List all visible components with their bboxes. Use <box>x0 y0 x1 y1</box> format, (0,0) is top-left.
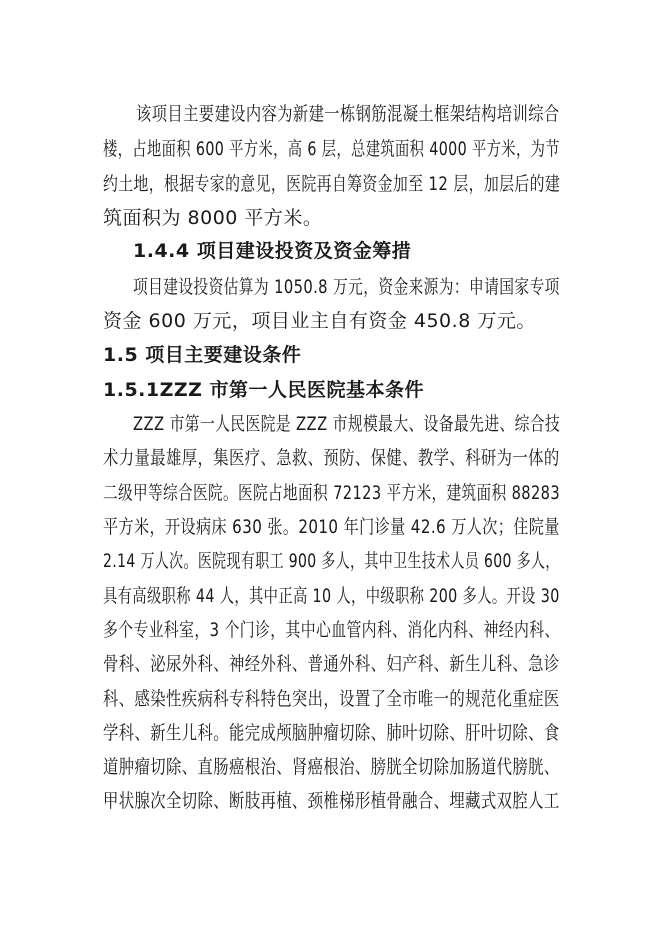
para3-line-6: 具有高级职称 44 人，其中正高 10 人，中级职称 200 多人。开设 30 <box>103 585 560 607</box>
para1-line-1: 该项目主要建设内容为新建一栋钢筋混凝土框架结构培训综合 <box>136 103 560 125</box>
para3-line-9: 科、感染性疾病科专科特色突出，设置了全市唯一的规范化重症医 <box>103 688 560 710</box>
para3-line-12: 甲状腺次全切除、断肢再植、颈椎梯形植骨融合、埋藏式双腔人工 <box>103 790 560 812</box>
para3-line-7: 多个专业科室，3 个门诊，其中心血管内科、消化内科、神经内科、 <box>103 619 560 641</box>
para3-line-1: ZZZ 市第一人民医院是 ZZZ 市规模最大、设备最先进、综合技 <box>133 413 561 435</box>
section-heading-1-4-4: 1.4.4 项目建设投资及资金筹措 <box>133 240 412 262</box>
para3-line-10: 学科、新生儿科。能完成颅脑肿瘤切除、肺叶切除、肝叶切除、食 <box>103 722 560 744</box>
para3-line-4: 平方米，开设病床 630 张。2010 年门诊量 42.6 万人次；住院量 <box>103 516 560 538</box>
section-heading-1-5-1: 1.5.1ZZZ 市第一人民医院基本条件 <box>103 379 425 401</box>
section-heading-1-5: 1.5 项目主要建设条件 <box>103 344 302 366</box>
para1-line-3: 约土地，根据专家的意见，医院再自筹资金加至 12 层，加层后的建 <box>103 173 561 195</box>
para1-line-4: 筑面积为 8000 平方米。 <box>103 207 323 229</box>
para3-line-5: 2.14 万人次。医院现有职工 900 多人，其中卫生技术人员 600 多人， <box>103 550 560 572</box>
para3-line-8: 骨科、泌尿外科、神经外科、普通外科、妇产科、新生儿科、急诊 <box>103 653 560 675</box>
para3-line-3: 二级甲等综合医院。医院占地面积 72123 平方米，建筑面积 88283 <box>103 482 561 504</box>
para3-line-11: 道肿瘤切除、直肠癌根治、肾癌根治、膀胱全切除加肠道代膀胱、 <box>103 756 560 778</box>
para2-line-1: 项目建设投资估算为 1050.8 万元，资金来源为：申请国家专项 <box>133 276 560 298</box>
para1-line-2: 楼，占地面积 600 平方米，高 6 层，总建筑面积 4000 平方米，为节 <box>103 138 560 160</box>
para2-line-2: 资金 600 万元，项目业主自有资金 450.8 万元。 <box>103 310 536 332</box>
para3-line-2: 术力量最雄厚，集医疗、急救、预防、保健、教学、科研为一体的 <box>103 447 560 469</box>
